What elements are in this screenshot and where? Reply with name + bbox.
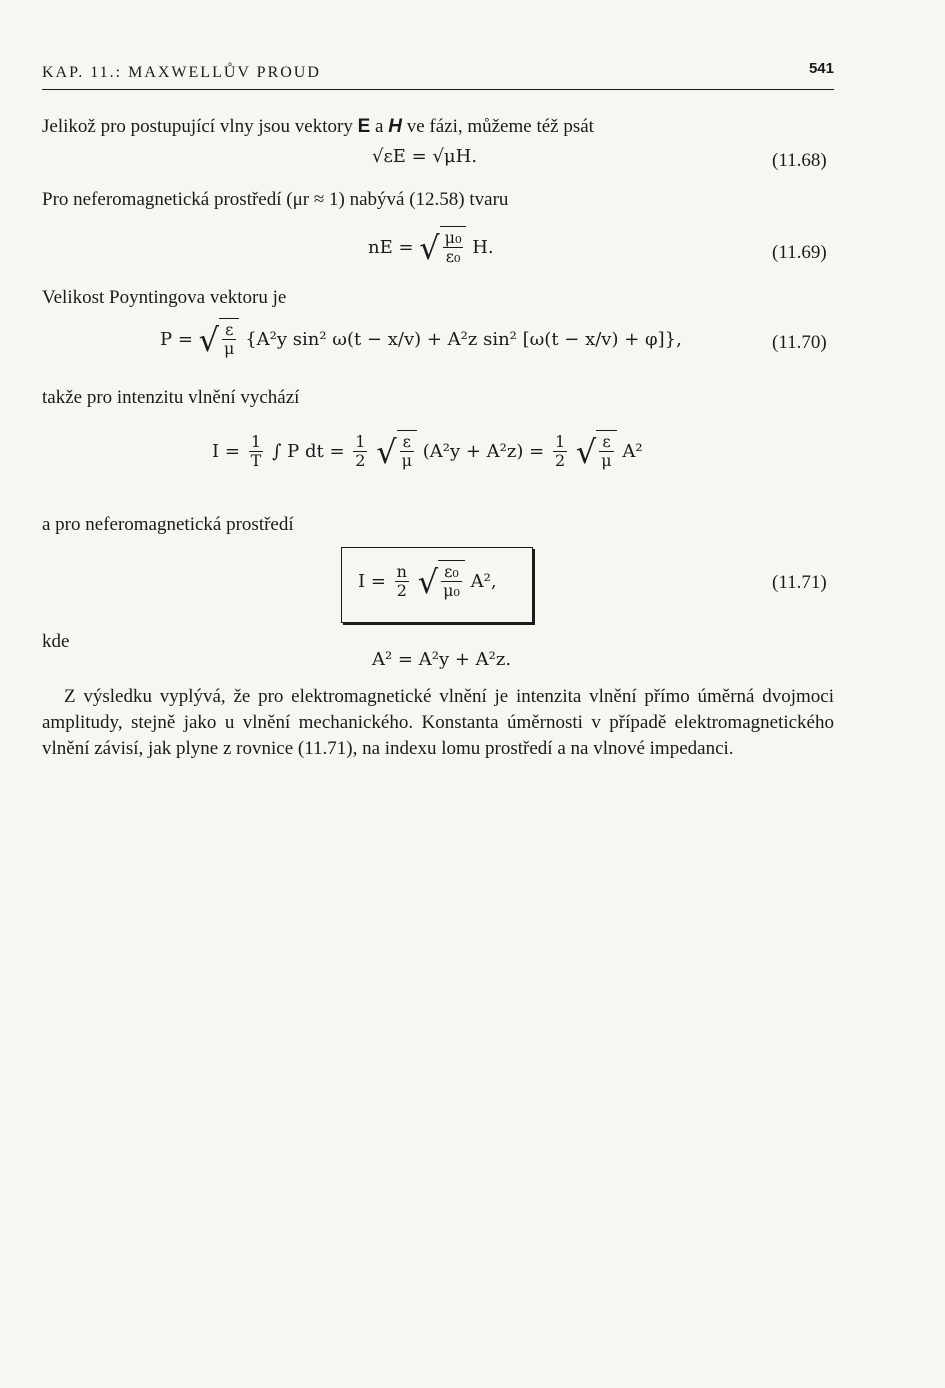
fraction-numerator: ε	[222, 321, 236, 340]
fraction-numerator: 1	[355, 432, 366, 451]
header-rule	[42, 89, 834, 90]
equation-lhs: nE =	[368, 236, 414, 258]
fraction-numerator: ε	[599, 433, 613, 452]
text-line-nonferromagnetic: Pro neferomagnetická prostředí (μr ≈ 1) nabývá (12.58) tvaru	[42, 189, 509, 210]
equation-lhs: P =	[160, 328, 193, 350]
text-fragment: ve fázi, můžeme též psát	[401, 116, 594, 137]
fraction-numerator: n	[396, 562, 407, 581]
page-number: 541	[808, 60, 834, 77]
fraction-numerator: 1	[554, 432, 566, 451]
fraction-numerator: ε	[400, 433, 414, 452]
fraction-one-half	[553, 433, 567, 471]
fraction-denominator: μ	[601, 451, 612, 471]
fraction-denominator: μ	[401, 451, 413, 471]
equation-11-70	[160, 318, 682, 359]
equation-number-11-71: (11.71)	[772, 572, 827, 593]
sqrt-symbol: √	[419, 228, 440, 267]
equation-rhs: H.	[472, 236, 494, 258]
equation-lhs: I =	[212, 440, 240, 462]
sqrt-symbol: √	[575, 432, 597, 471]
fraction-eps-mu	[222, 321, 236, 359]
fraction-numerator: ε₀	[441, 563, 462, 582]
fraction-one-half	[353, 433, 367, 471]
sqrt-symbol: √	[198, 320, 220, 359]
fraction-denominator: T	[250, 451, 262, 471]
fraction-denominator: μ	[224, 339, 235, 359]
vector-H-symbol: H	[388, 116, 402, 137]
fraction-denominator: ε₀	[445, 247, 461, 267]
fraction-n-2	[395, 563, 409, 601]
text-fragment: Jelikož pro postupující vlny jsou vektory	[42, 116, 358, 137]
amplitude-sum: (A²y + A²z) =	[422, 440, 545, 462]
equation-11-69	[368, 226, 494, 267]
equation-amplitude: A² = A²y + A²z.	[372, 649, 512, 670]
running-head: KAP. 11.: MAXWELLŮV PROUD	[42, 64, 321, 81]
equation-rhs: A²,	[470, 570, 497, 592]
fraction-1-T	[249, 433, 264, 471]
fraction-denominator: 2	[396, 581, 407, 601]
amplitude-squared: A²	[622, 440, 643, 462]
equation-11-71	[358, 560, 497, 601]
fraction-eps-mu	[599, 433, 613, 471]
fraction-eps0-mu0	[441, 563, 462, 601]
equation-number-11-69: (11.69)	[772, 242, 827, 263]
equation-body: {A²y sin² ω(t − x/v) + A²z sin² [ω(t − x/v) + φ]},	[245, 328, 682, 350]
text-line-intensity: takže pro intenzitu vlnění vychází	[42, 387, 300, 408]
equation-lhs: I =	[358, 570, 386, 592]
text-line-vectors-in-phase	[42, 117, 594, 136]
equation-intensity	[212, 430, 643, 471]
conclusion-paragraph: Z výsledku vyplývá, že pro elektromagnetické vlnění je intenzita vlnění přímo úměrná dvojmoci amplitudy, stejně jako u vlnění mechanického. Konstanta úměrnosti v případě elektromagnetického vlnění závisí, jak plyne z rovnice (11.71), na indexu lomu prostředí a na vlnové impedanci.	[42, 686, 834, 759]
sqrt-symbol: √	[417, 562, 439, 601]
fraction-denominator: 2	[355, 451, 366, 471]
fraction-mu0-eps0	[443, 229, 464, 267]
fraction-numerator: 1	[249, 433, 264, 452]
text-line-nonferro-2: a pro neferomagnetická prostředí	[42, 514, 294, 535]
text-fragment: a	[370, 116, 389, 137]
text-line-where: kde	[42, 631, 70, 652]
equation-number-11-70: (11.70)	[772, 332, 827, 353]
integral-expression: ∫ P dt =	[272, 440, 345, 462]
fraction-eps-mu	[400, 433, 414, 471]
text-line-poynting: Velikost Poyntingova vektoru je	[42, 287, 287, 308]
sqrt-symbol: √	[376, 432, 397, 471]
vector-E-symbol: E	[357, 116, 371, 137]
fraction-denominator: μ₀	[443, 581, 460, 601]
fraction-denominator: 2	[554, 451, 566, 471]
page-header	[42, 60, 834, 88]
equation-body: √εE = √μH.	[372, 146, 478, 167]
equation-number-11-68: (11.68)	[772, 150, 827, 171]
fraction-numerator: μ₀	[444, 228, 462, 247]
equation-11-68	[372, 148, 477, 166]
